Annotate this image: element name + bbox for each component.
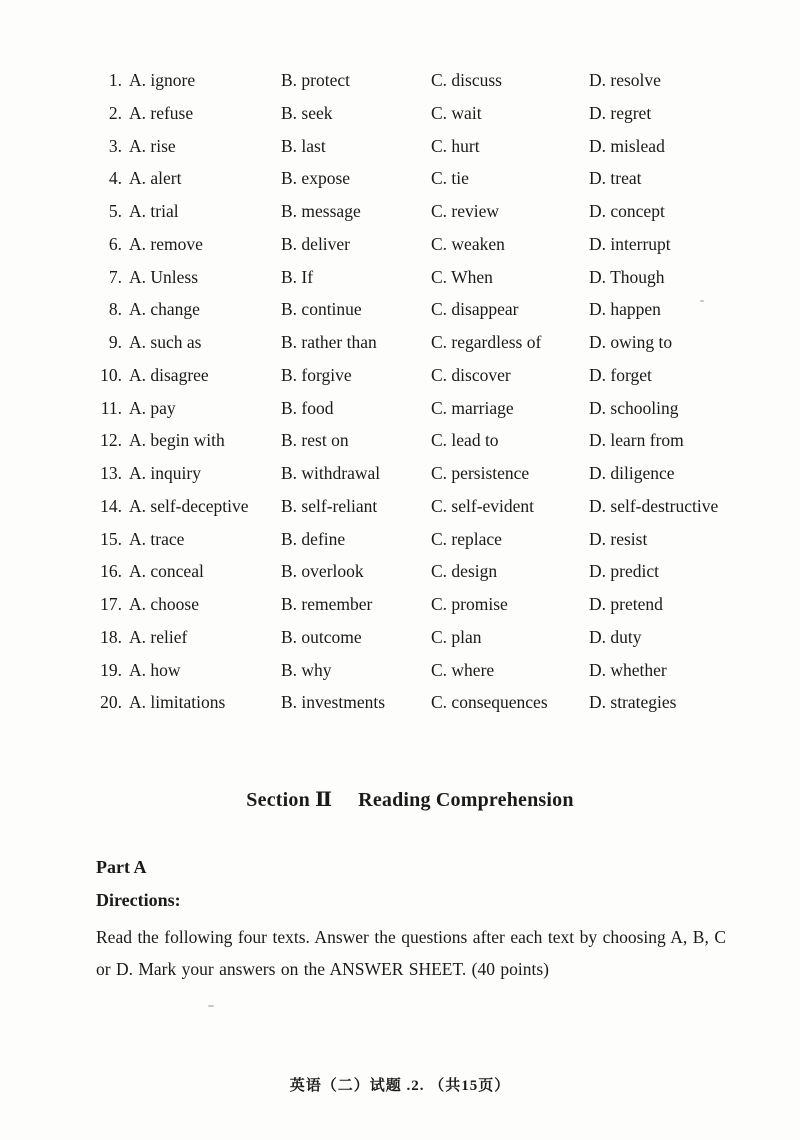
option-c: C. consequences <box>431 692 548 713</box>
option-d: D. whether <box>589 659 667 680</box>
option-d: D. mislead <box>589 135 665 156</box>
option-a: A. disagree <box>129 364 209 385</box>
option-d: D. concept <box>589 201 665 221</box>
option-a: A. such as <box>129 332 202 352</box>
question-number: 4. <box>108 168 122 189</box>
option-b: B. protect <box>281 70 351 90</box>
question-row <box>92 295 752 328</box>
option-c: C. discover <box>431 364 511 385</box>
section-title: Reading Comprehension <box>358 789 574 811</box>
option-a: A. choose <box>129 594 199 614</box>
option-c: C. replace <box>431 528 502 549</box>
option-c: C. where <box>431 659 495 680</box>
question-number: 8. <box>108 299 122 320</box>
option-d: D. pretend <box>589 594 663 614</box>
option-c: C. wait <box>431 102 482 123</box>
option-d: D. schooling <box>589 397 679 418</box>
option-a: A. change <box>129 299 200 320</box>
question-row <box>92 230 752 263</box>
question-number: 13. <box>100 463 122 483</box>
question-number: 15. <box>100 528 122 549</box>
directions-text: Read the following four texts. Answer the questions after each text by choosing A, B, C or D. Mark your answers on the ANSWER SHEET. (40 points) <box>96 927 726 979</box>
question-number: 16. <box>100 561 122 582</box>
option-b: B. rest on <box>281 430 349 451</box>
question-row <box>92 590 752 623</box>
option-c: C. marriage <box>431 397 514 418</box>
question-number: 6. <box>108 233 122 254</box>
option-c: C. design <box>431 561 498 582</box>
option-d: D. owing to <box>589 332 673 352</box>
question-number: 1. <box>108 70 122 90</box>
option-d: D. strategies <box>589 692 677 713</box>
option-a: A. alert <box>129 168 182 189</box>
question-number: 9. <box>108 332 122 352</box>
option-b: B. seek <box>281 102 333 123</box>
question-number: 20. <box>100 692 122 713</box>
option-a: A. self-deceptive <box>129 495 249 516</box>
option-b: B. withdrawal <box>281 463 381 483</box>
question-row <box>92 656 752 689</box>
option-a: A. conceal <box>129 561 204 582</box>
question-number: 19. <box>100 659 122 680</box>
option-a: A. begin with <box>129 430 225 451</box>
question-row <box>92 164 752 197</box>
option-d: D. duty <box>589 626 642 647</box>
question-row <box>92 263 752 296</box>
option-c: C. regardless of <box>431 332 542 352</box>
option-a: A. limitations <box>129 692 226 713</box>
option-c: C. self-evident <box>431 495 535 516</box>
question-row <box>92 557 752 590</box>
question-row <box>92 394 752 427</box>
option-d: D. Though <box>589 266 665 287</box>
option-a: A. pay <box>129 397 176 418</box>
question-row <box>92 66 752 99</box>
question-number: 3. <box>108 135 122 156</box>
option-d: D. treat <box>589 168 642 189</box>
option-d: D. regret <box>589 102 652 123</box>
section-heading <box>0 787 800 812</box>
part-title: Part A <box>96 857 147 877</box>
option-b: B. rather than <box>281 332 377 352</box>
option-a: A. refuse <box>129 102 194 123</box>
question-number: 5. <box>108 201 122 221</box>
option-b: B. define <box>281 528 346 549</box>
option-c: C. promise <box>431 594 508 614</box>
question-row <box>92 525 752 558</box>
option-a: A. relief <box>129 626 188 647</box>
question-number: 18. <box>100 626 122 647</box>
option-b: B. continue <box>281 299 362 320</box>
question-row <box>92 361 752 394</box>
option-d: D. diligence <box>589 463 675 483</box>
option-d: D. learn from <box>589 430 684 451</box>
option-c: C. tie <box>431 168 469 189</box>
directions-heading: Directions: <box>96 890 181 910</box>
option-a: A. rise <box>129 135 176 156</box>
question-number: 11. <box>100 397 122 418</box>
section-number: Section Ⅱ <box>246 789 333 811</box>
option-c: C. review <box>431 201 500 221</box>
option-b: B. outcome <box>281 626 362 647</box>
option-b: B. investments <box>281 692 386 713</box>
option-b: B. If <box>281 266 314 287</box>
question-number: 10. <box>100 364 122 385</box>
question-row <box>92 426 752 459</box>
option-b: B. deliver <box>281 233 351 254</box>
option-c: C. weaken <box>431 233 505 254</box>
option-b: B. why <box>281 659 332 680</box>
page-footer: 英语（二）试题 .2. （共15页） <box>289 1078 511 1094</box>
option-a: A. inquiry <box>129 463 201 483</box>
option-c: C. discuss <box>431 70 502 90</box>
option-d: D. forget <box>589 364 652 385</box>
question-number: 2. <box>108 102 122 123</box>
scan-speck <box>208 1005 214 1007</box>
option-d: D. resolve <box>589 70 661 90</box>
option-c: C. When <box>431 266 493 287</box>
option-a: A. ignore <box>129 70 196 90</box>
question-row <box>92 197 752 230</box>
option-d: D. interrupt <box>589 233 671 254</box>
option-a: A. how <box>129 659 181 680</box>
option-c: C. lead to <box>431 430 499 451</box>
option-b: B. last <box>281 135 326 156</box>
option-a: A. remove <box>129 233 203 254</box>
option-d: D. happen <box>589 299 661 320</box>
option-b: B. self-reliant <box>281 495 378 516</box>
question-number: 14. <box>100 495 122 516</box>
question-row <box>92 688 752 721</box>
question-number: 7. <box>108 266 122 287</box>
option-b: B. remember <box>281 594 373 614</box>
option-d: D. resist <box>589 528 648 549</box>
option-c: C. hurt <box>431 135 480 156</box>
question-number: 17. <box>100 594 122 614</box>
option-d: D. self-destructive <box>589 495 719 516</box>
question-row <box>92 623 752 656</box>
option-c: C. plan <box>431 626 482 647</box>
scan-speck <box>700 300 704 302</box>
option-a: A. trace <box>129 528 185 549</box>
option-a: A. trial <box>129 201 179 221</box>
question-row <box>92 459 752 492</box>
option-b: B. expose <box>281 168 351 189</box>
option-b: B. overlook <box>281 561 364 582</box>
option-d: D. predict <box>589 561 659 582</box>
question-row <box>92 99 752 132</box>
question-row <box>92 328 752 361</box>
question-row <box>92 132 752 165</box>
option-b: B. food <box>281 397 334 418</box>
option-b: B. message <box>281 201 361 221</box>
option-b: B. forgive <box>281 364 352 385</box>
question-number: 12. <box>100 430 122 451</box>
option-a: A. Unless <box>129 266 199 287</box>
question-row <box>92 492 752 525</box>
option-c: C. persistence <box>431 463 530 483</box>
option-c: C. disappear <box>431 299 519 320</box>
cloze-options-list <box>92 66 752 721</box>
